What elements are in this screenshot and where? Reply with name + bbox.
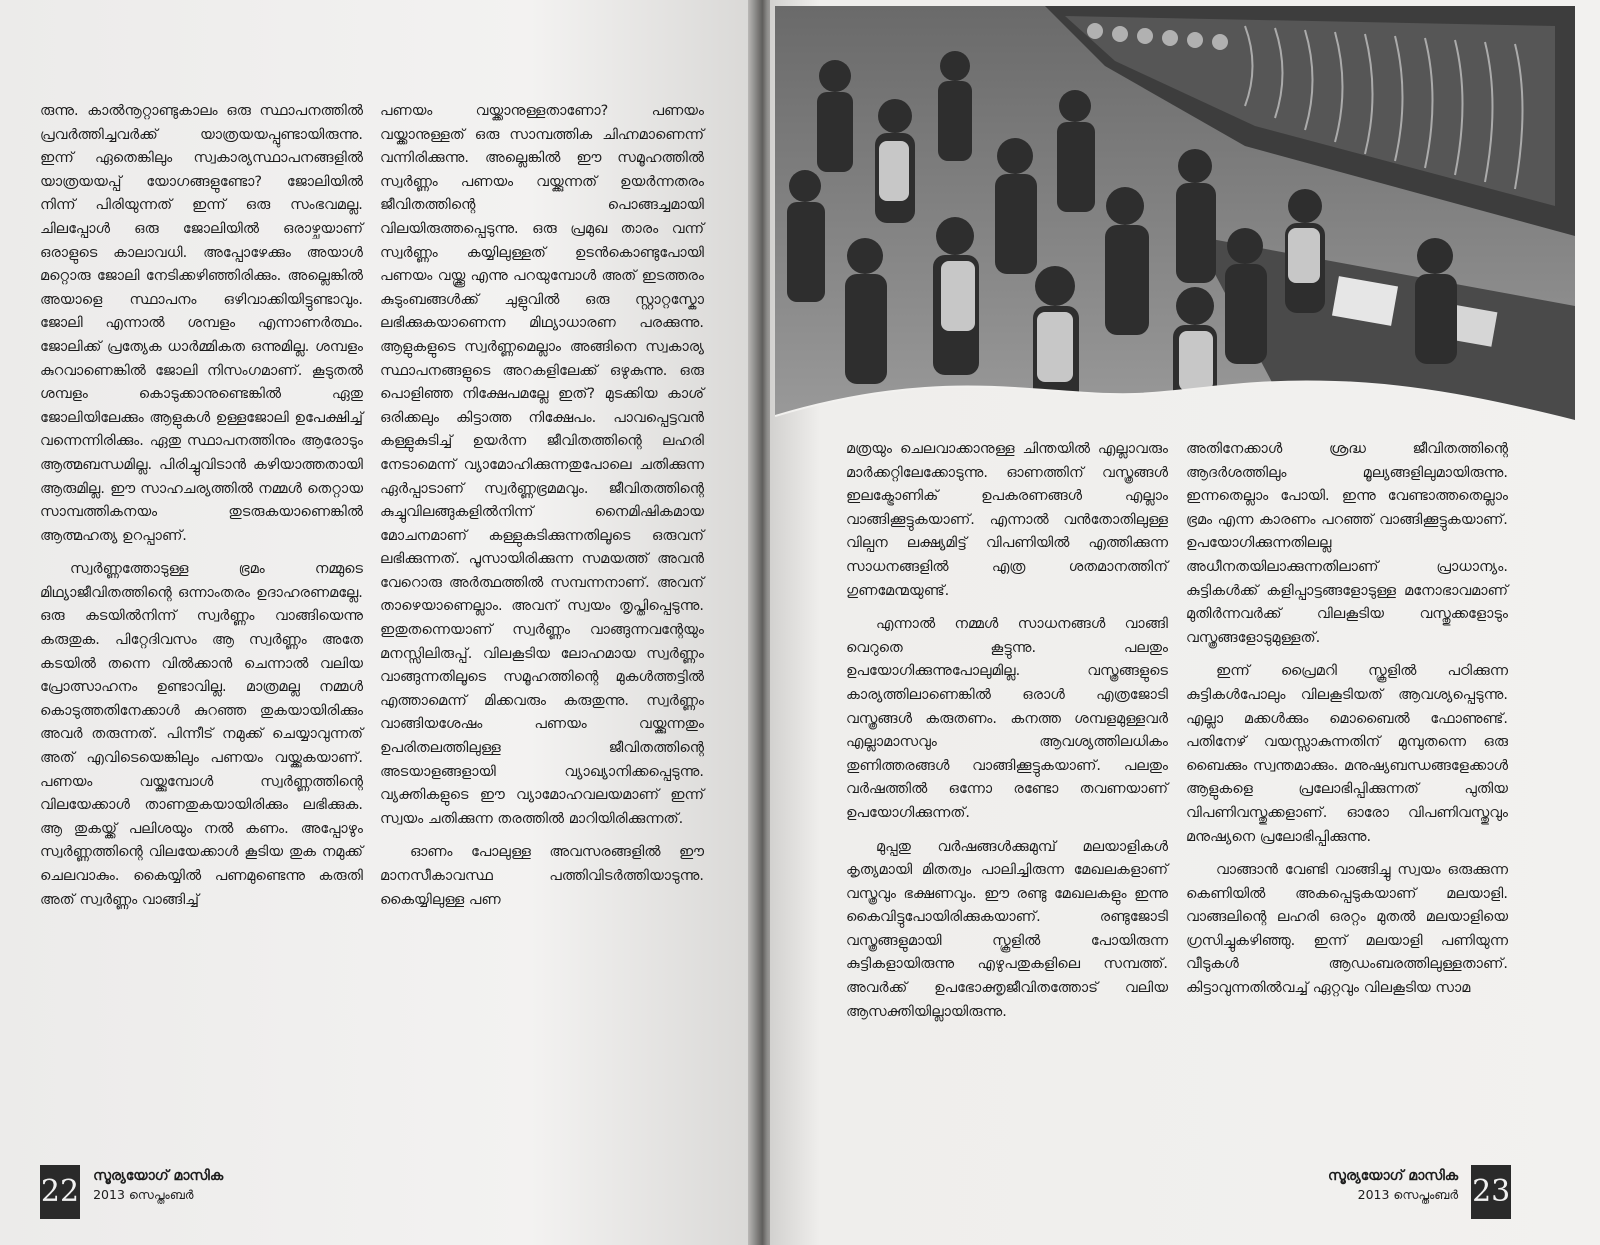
magazine-name: സൂര്യയോഗ് മാസിക — [93, 1168, 224, 1184]
magazine-name: സൂര്യയോഗ് മാസിക — [1328, 1168, 1459, 1184]
paragraph: മുപ്പതു വർഷങ്ങൾക്കുമുമ്പ് മലയാളികൾ കൃത്യമായി മിതത്വം പാലിച്ചിരുന്ന മേഖലകളാണ് വസ്ത്രവും ഭക്ഷണവും. ഈ രണ്ടു മേഖലകളും ഇന്നു കൈവിട്ടുപോയിരിക്കുകയാണ്. രണ്ടുജോടി വസ്ത്രങ്ങളുമായി സ്കൂളിൽ പോയിരുന്ന കുട്ടികളായിരുന്നു എഴുപതുകളിലെ സമ്പത്ത്. അവർക്ക് ഉപഭോക്തൃജീവിതത്തോട് വലിയ ആസക്തിയില്ലായിരുന്നു. — [846, 838, 1168, 1020]
right-page-column-2 — [1186, 438, 1508, 1183]
paragraph: വാങ്ങാൻ വേണ്ടി വാങ്ങിച്ചു സ്വയം ഒരുക്കുന്ന കെണിയിൽ അകപ്പെടുകയാണ് മലയാളി. വാങ്ങലിന്റെ ലഹരി ഒരറ്റം മുതൽ മലയാളിയെ ഗ്രസിച്ചുകഴിഞ്ഞു. ഇന്ന് മലയാളി പണിയുന്ന വീടുകൾ ആഡംബരത്തിലുള്ളതാണ്. കിട്ടാവുന്നതിൽവച്ച് ഏറ്റവും വിലകൂടിയ സാമ — [1186, 862, 1508, 997]
paragraph: സ്വർണ്ണത്തോടുള്ള ഭ്രമം നമ്മുടെ മിഥ്യാജീവിതത്തിന്റെ ഒന്നാംതരം ഉദാഹരണമല്ലേ. ഒരു കടയിൽനിന്ന് സ്വർണ്ണം വാങ്ങിയെന്നു കരുതുക. പിറ്റേദിവസം ആ സ്വർണ്ണം അതേ കടയിൽ തന്നെ വിൽക്കാൻ ചെന്നാൽ വലിയ പ്രോത്സാഹനം ഉണ്ടാവില്ല. മാത്രമല്ല നമ്മൾ കൊടുത്തതിനേക്കാൾ കുറഞ്ഞ തുകയായിരിക്കും അവർ തരുന്നത്. പിന്നീട് നമുക്ക് ചെയ്യാവുന്നത് അത് എവിടെയെങ്കിലും പണയം വയ്ക്കുകയാണ്. പണയം വയ്ക്കുമ്പോൾ സ്വർണ്ണത്തിന്റെ വിലയേക്കാൾ താണതുകയായിരിക്കും ലഭിക്കുക. ആ തുകയ്ക്ക് പലിശയും നൽ കണം. അപ്പോഴും സ്വർണ്ണത്തിന്റെ വിലയേക്കാൾ കൂടിയ തുക നമുക്ക് ചെലവാകും. കൈയ്യിൽ പണമുണ്ടെന്നു കരുതി അത് സ്വർണ്ണം വാങ്ങിച്ച് — [40, 561, 363, 908]
paragraph: എന്നാൽ നമ്മൾ സാധനങ്ങൾ വാങ്ങി വെറുതെ കൂട്ടുന്നു. പലതും ഉപയോഗിക്കുന്നുപോലുമില്ല. വസ്ത്രങ്ങളുടെ കാര്യത്തിലാണെങ്കിൽ ഒരാൾ എത്രജോടി വസ്ത്രങ്ങൾ കരുതണം. കനത്ത ശമ്പളമുള്ളവർ എല്ലാമാസവും ആവശ്യത്തിലധികം തുണിത്തരങ്ങൾ വാങ്ങിക്കൂട്ടുകയാണ്. പലതും വർഷത്തിൽ ഒന്നോ രണ്ടോ തവണയാണ് ഉപയോഗിക്കുന്നത്. — [846, 616, 1168, 821]
magazine-masthead — [85, 1165, 231, 1206]
left-page-column-1 — [40, 100, 363, 1175]
left-page-column-2 — [380, 100, 704, 1175]
jewellery-store-crowd-photo — [775, 6, 1575, 426]
issue-date: 2013 സെപ്തംബർ — [1357, 1187, 1459, 1202]
paragraph: പണയം വയ്ക്കാനുള്ളതാണോ? പണയം വയ്ക്കാനുള്ളത് ഒരു സാമ്പത്തിക ചിഹ്നമാണെന്ന് വന്നിരിക്കുന്നു. അല്ലെങ്കിൽ ഈ സമൂഹത്തിൽ സ്വർണ്ണം പണയം വയ്ക്കുന്നത് ഉയർന്നതരം ജീവിതത്തിന്റെ പൊങ്ങച്ചമായി വിലയിരുത്തപ്പെടുന്നു. ഒരു പ്രമുഖ താരം വന്ന് സ്വർണ്ണം കയ്യിലുള്ളത് ഉടൻകൊണ്ടുപോയി പണയം വയ്ക്കൂ എന്നു പറയുമ്പോൾ അത് ഇടത്തരം കുടുംബങ്ങൾക്ക് ചുളുവിൽ ഒരു സ്റ്റാറ്റസ്കോ ലഭിക്കുകയാണെന്ന മിഥ്യാധാരണ പരക്കുന്നു. ആളുകളുടെ സ്വർണ്ണമെല്ലാം അങ്ങിനെ സ്വകാര്യ സ്ഥാപനങ്ങളുടെ അറകളിലേക്ക് ഒഴുകുന്നു. ഒരു പൊളിഞ്ഞ നിക്ഷേപമല്ലേ ഇത്? മുടക്കിയ കാശ് ഒരിക്കലും കിട്ടാത്ത നിക്ഷേപം. പാവപ്പെട്ടവൻ കള്ളുകുടിച്ച് ഉയർന്ന ജീവിതത്തിന്റെ ലഹരി നേടാമെന്ന് വ്യാമോഹിക്കുന്നതുപോലെ ചതിക്കുന്ന ഏർപ്പാടാണ് സ്വർണ്ണഭ്രമമവും. ജീവിതത്തിന്റെ കുച്ചുവിലങ്ങുകളിൽനിന്ന് നൈമിഷികമായ മോചനമാണ് കള്ളുകുടിക്കുന്നതിലൂടെ ഒരുവന് ലഭിക്കുന്നത്. പൂസായിരിക്കുന്ന സമയത്ത് അവൻ വേറൊരു അർത്ഥത്തിൽ സമ്പന്നനാണ്. അവന് താഴെയാണെല്ലാം. അവന് സ്വയം തൃപ്തിപ്പെടുന്നു. ഇതുതന്നെയാണ് സ്വർണ്ണം വാങ്ങുന്നവന്റേയും മനസ്സിലിരുപ്പ്. വിലകൂടിയ ലോഹമായ സ്വർണ്ണം വാങ്ങുന്നതിലൂടെ സമൂഹത്തിന്റെ മുകൾത്തട്ടിൽ എത്താമെന്ന് മിക്കവരും കരുതുന്നു. സ്വർണ്ണം വാങ്ങിയശേഷം പണയം വയ്ക്കുന്നതും ഉപരിതലത്തിലുള്ള ജീവിതത്തിന്റെ അടയാളങ്ങളായി വ്യാഖ്യാനിക്കപ്പെടുന്നു. വ്യക്തികളുടെ ഈ വ്യാമോഹവലയമാണ് ഇന്ന് സ്വയം ചതിക്കുന്ന തരത്തിൽ മാറിയിരിക്കുന്നത്. — [380, 103, 704, 827]
page-number: 23 — [1471, 1165, 1511, 1219]
photo-image — [775, 6, 1575, 426]
paragraph: ഓണം പോലുള്ള അവസരങ്ങളിൽ ഈ മാനസീകാവസ്ഥ പത്തിവിടർത്തിയാടുന്നു. കൈയ്യിലുള്ള പണ — [380, 844, 704, 908]
right-page-column-1 — [846, 438, 1168, 1183]
paragraph: രുന്നു. കാൽനൂറ്റാണ്ടുകാലം ഒരു സ്ഥാപനത്തിൽ പ്രവർത്തിച്ചവർക്ക് യാത്രയയപ്പുണ്ടായിരുന്നു. ഇന്ന് ഏതെങ്കിലും സ്വകാര്യസ്ഥാപനങ്ങളിൽ യാത്രയയപ്പ് യോഗങ്ങളുണ്ടോ? ജോലിയിൽ നിന്ന് പിരിയുന്നത് ഇന്ന് ഒരു സംഭവമല്ല. ചിലപ്പോൾ ഒരു ജോലിയിൽ ഒരാഴ്ചയാണ് ഒരാളുടെ കാലാവധി. അപ്പോഴേക്കും അയാൾ മറ്റൊരു ജോലി നേടിക്കഴിഞ്ഞിരിക്കും. അല്ലെങ്കിൽ അയാളെ സ്ഥാപനം ഒഴിവാക്കിയിട്ടുണ്ടാവും. ജോലി എന്നാൽ ശമ്പളം എന്നാണർത്ഥം. ജോലിക്ക് പ്രത്യേക ധാർമ്മികത ഒന്നുമില്ല. ശമ്പളം കുറവാണെങ്കിൽ ജോലി നിസംഗമാണ്. കൂടുതൽ ശമ്പളം കൊടുക്കാനുണ്ടെങ്കിൽ ഏതു ജോലിയിലേക്കും ആളുകൾ ഉള്ളജോലി ഉപേക്ഷിച്ച് വന്നെന്നിരിക്കും. ഏതു സ്ഥാപനത്തിനും ആരോടും ആത്മബന്ധമില്ല. പിരിച്ചുവിടാൻ കഴിയാത്തതായി ആരുമില്ല. ഈ സാഹചര്യത്തിൽ നമ്മൾ തെറ്റായ സാമ്പത്തികനയം തുടരുകയാണെങ്കിൽ ആത്മഹത്യ ഉറപ്പാണ്. — [40, 103, 363, 544]
page-number: 22 — [40, 1165, 80, 1219]
paragraph: മത്രയും ചെലവാക്കാനുള്ള ചിന്തയിൽ എല്ലാവരും മാർക്കറ്റിലേക്കോടുന്നു. ഓണത്തിന് വസ്ത്രങ്ങൾ ഇലക്ട്രോണിക് ഉപകരണങ്ങൾ എല്ലാം വാങ്ങിക്കൂട്ടുകയാണ്. എന്നാൽ വൻതോതിലുള്ള വില്പന ലക്ഷ്യമിട്ട് വിപണിയിൽ എത്തിക്കുന്ന സാധനങ്ങളിൽ എത്ര ശതമാനത്തിന് ഗുണമേന്മയുണ്ട്. — [846, 441, 1168, 599]
left-page-footer — [40, 1165, 231, 1219]
paragraph: ഇന്ന് പ്രൈമറി സ്കൂളിൽ പഠിക്കുന്ന കുട്ടികൾപോലും വിലകൂടിയത് ആവശ്യപ്പെടുന്നു. എല്ലാ മക്കൾക്കും മൊബൈൽ ഫോണുണ്ട്. പതിനേഴ് വയസ്സാകുന്നതിന് മുമ്പുതന്നെ ഒരു ബൈക്കും സ്വന്തമാക്കും. മനുഷ്യബന്ധങ്ങളേക്കാൾ ആളുകളെ പ്രലോഭിപ്പിക്കുന്നത് പുതിയ വിപണിവസ്തുക്കളാണ്. ഓരോ വിപണിവസ്തുവും മനുഷ്യനെ പ്രലോഭിപ്പിക്കുന്നു. — [1186, 663, 1508, 845]
paragraph: അതിനേക്കാൾ ശ്രദ്ധ ജീവിതത്തിന്റെ ആദർശത്തിലും മൂല്യങ്ങളിലുമായിരുന്നു. ഇന്നതെല്ലാം പോയി. ഇന്നു വേണ്ടാത്തതെല്ലാം ഭ്രമം എന്ന കാരണം പറഞ്ഞ് വാങ്ങിക്കൂട്ടുകയാണ്. ഉപയോഗിക്കുന്നതിലല്ല അധീനതയിലാക്കുന്നതിലാണ് പ്രാധാന്യം. കുട്ടികൾക്ക് കളിപ്പാട്ടങ്ങളോടുള്ള മനോഭാവമാണ് മുതിർന്നവർക്ക് വിലകൂടിയ വസ്തുക്കളോടും വസ്ത്രങ്ങളോടുമുള്ളത്. — [1186, 441, 1508, 646]
issue-date: 2013 സെപ്തംബർ — [93, 1187, 194, 1202]
right-page-footer — [1320, 1165, 1511, 1219]
magazine-masthead — [1320, 1165, 1466, 1206]
